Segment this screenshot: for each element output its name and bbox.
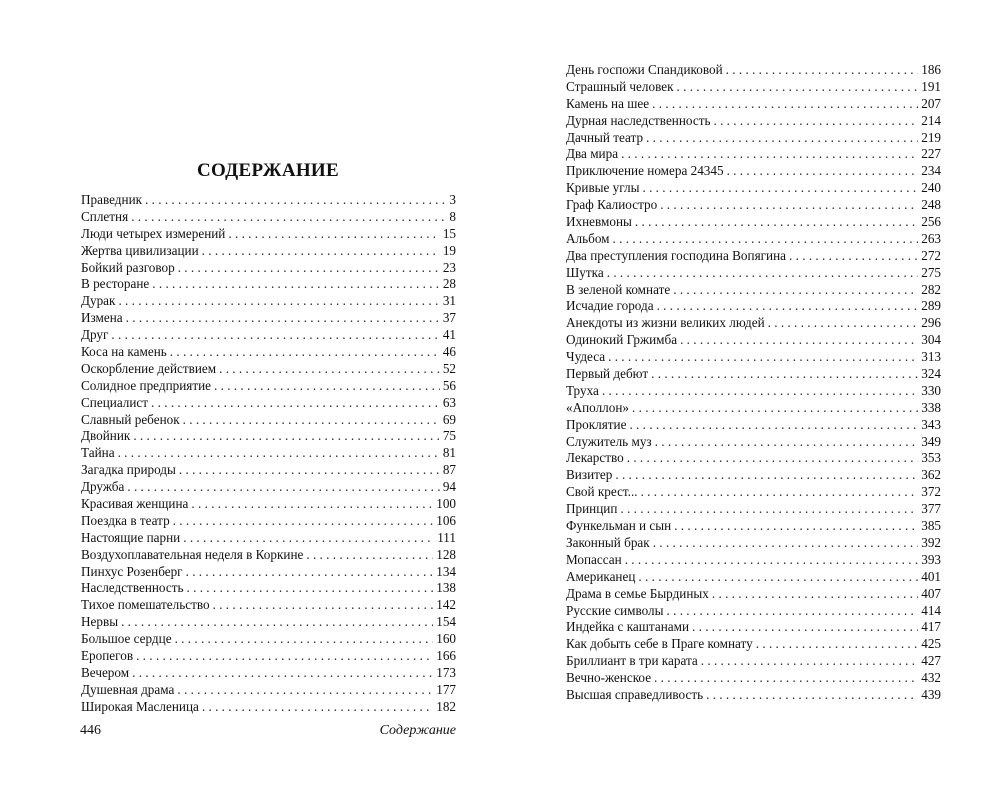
toc-entry[interactable] — [566, 248, 941, 265]
toc-entry-title: Вечно-женское — [566, 670, 652, 686]
toc-entry-page: 349 — [921, 433, 941, 449]
dot-leader — [178, 260, 440, 277]
toc-entry-title: Проклятие — [566, 416, 627, 432]
toc-entry-title: Пинхус Розенберг — [81, 563, 183, 579]
toc-entry-title: Служитель муз — [566, 433, 652, 449]
toc-entry[interactable] — [81, 310, 456, 327]
toc-entry-title: Страшный человек — [566, 78, 674, 94]
toc-entry-page: 75 — [442, 428, 456, 444]
dot-leader — [701, 653, 918, 670]
dot-leader — [145, 192, 446, 209]
dot-leader — [136, 648, 433, 665]
dot-leader — [152, 276, 440, 293]
toc-entry-page: 182 — [436, 698, 456, 714]
toc-entry[interactable] — [81, 344, 456, 361]
dot-leader — [706, 687, 918, 704]
toc-entry-title: В зеленой комнате — [566, 281, 671, 297]
toc-entry-title: Воздухоплавательная неделя в Коркине — [81, 546, 304, 562]
dot-leader — [615, 467, 918, 484]
toc-entry-page: 432 — [921, 670, 941, 686]
toc-entry-title: Специалист — [81, 394, 149, 410]
dot-leader — [629, 417, 918, 434]
page-number: 446 — [80, 723, 101, 738]
toc-entry-title: Широкая Масленица — [81, 698, 199, 714]
toc-entry-title: Вечером — [81, 664, 130, 680]
toc-entry[interactable] — [81, 192, 456, 209]
toc-entry-title: Американец — [566, 568, 636, 584]
dot-leader — [613, 231, 919, 248]
toc-entry-title: Праведник — [81, 192, 143, 207]
toc-entry-page: 248 — [921, 197, 941, 213]
dot-leader — [789, 248, 918, 265]
toc-entry[interactable] — [81, 395, 456, 412]
toc-entry-title: В ресторане — [81, 276, 150, 292]
toc-entry-page: 106 — [436, 512, 456, 528]
toc-entry[interactable] — [81, 412, 456, 429]
toc-entry-page: 46 — [442, 344, 456, 360]
toc-entry-page: 414 — [921, 602, 941, 618]
toc-entry-title: Большое сердце — [81, 631, 172, 647]
toc-entry[interactable] — [566, 501, 941, 518]
toc-entry[interactable] — [566, 518, 941, 535]
toc-entry-page: 56 — [442, 377, 456, 393]
toc-entry[interactable] — [81, 682, 456, 699]
toc-entry[interactable] — [81, 580, 456, 597]
toc-entry-page: 256 — [921, 214, 941, 230]
toc-entry-page: 272 — [921, 247, 941, 263]
toc-entry-page: 227 — [921, 146, 941, 162]
toc-entry-page: 160 — [436, 631, 456, 647]
dot-leader — [151, 395, 440, 412]
dot-leader — [187, 580, 434, 597]
toc-entry-title: Граф Калиостро — [566, 197, 658, 213]
toc-entry[interactable] — [566, 434, 941, 451]
dot-leader — [202, 699, 433, 716]
toc-entry-page: 289 — [921, 298, 941, 314]
toc-entry-page: 343 — [921, 416, 941, 432]
dot-leader — [127, 479, 439, 496]
toc-entry[interactable] — [81, 209, 456, 226]
toc-entry-title: Наследственность — [81, 580, 184, 596]
dot-leader — [713, 113, 918, 130]
dot-leader — [625, 552, 919, 569]
toc-entry-title: Исчадие города — [566, 298, 654, 314]
toc-entry[interactable] — [81, 665, 456, 682]
toc-entry-title: Коса на камень — [81, 344, 167, 360]
toc-entry-page: 372 — [921, 484, 941, 500]
toc-entry-page: 154 — [436, 614, 456, 630]
toc-entry-title: День госпожи Спандиковой — [566, 62, 723, 77]
toc-entry-page: 214 — [921, 112, 941, 128]
toc-entry-title: Дурная наследственность — [566, 112, 711, 128]
dot-leader — [756, 636, 918, 653]
toc-entry-title: Визитер — [566, 467, 613, 483]
toc-entry-page: 263 — [921, 230, 941, 246]
toc-entry[interactable] — [566, 467, 941, 484]
toc-entry-page: 296 — [921, 315, 941, 331]
toc-entry[interactable] — [81, 564, 456, 581]
toc-entry-page: 219 — [921, 129, 941, 145]
toc-entry[interactable] — [81, 361, 456, 378]
dot-leader — [306, 547, 433, 564]
toc-entry-page: 173 — [436, 664, 456, 680]
toc-entry-page: 275 — [921, 264, 941, 280]
toc-entry-title: Настоящие парни — [81, 529, 181, 545]
toc-entry-title: Тихое помешательство — [81, 597, 210, 613]
toc-entry-title: Два мира — [566, 146, 619, 162]
toc-entry-page: 186 — [921, 62, 941, 77]
dot-leader — [627, 450, 919, 467]
toc-entry[interactable] — [566, 113, 941, 130]
toc-entry-title: Сплетня — [81, 208, 129, 224]
toc-entry[interactable] — [566, 586, 941, 603]
toc-list-left — [81, 192, 456, 716]
toc-entry[interactable] — [566, 670, 941, 687]
toc-entry-title: Лекарство — [566, 450, 624, 466]
toc-entry[interactable] — [81, 276, 456, 293]
toc-entry-page: 427 — [921, 653, 941, 669]
toc-entry[interactable] — [81, 614, 456, 631]
toc-entry-title: Жертва цивилизации — [81, 242, 199, 258]
toc-entry[interactable] — [566, 96, 941, 113]
toc-entry-title: Бойкий разговор — [81, 259, 175, 275]
toc-entry[interactable] — [566, 636, 941, 653]
dot-leader — [177, 682, 433, 699]
toc-entry-title: Красивая женщина — [81, 496, 189, 512]
toc-entry-title: Бриллиант в три карата — [566, 653, 698, 669]
toc-entry-title: Два преступления господина Вопягина — [566, 247, 787, 263]
toc-entry-title: Индейка с каштанами — [566, 619, 690, 635]
toc-entry-page: 385 — [921, 518, 941, 534]
dot-leader — [651, 366, 918, 383]
toc-entry-page: 87 — [442, 462, 456, 478]
toc-entry[interactable] — [81, 243, 456, 260]
toc-entry-title: Шутка — [566, 264, 604, 280]
toc-entry-page: 69 — [442, 411, 456, 427]
right-page — [500, 0, 1000, 808]
toc-entry-title: Приключение номера 24345 — [566, 163, 724, 179]
toc-entry-page: 3 — [449, 192, 456, 207]
toc-entry-page: 15 — [442, 225, 456, 241]
toc-entry[interactable] — [81, 631, 456, 648]
toc-entry-title: Измена — [81, 310, 123, 326]
dot-leader — [638, 569, 918, 586]
toc-entry[interactable] — [566, 450, 941, 467]
toc-entry-title: Свой крест... — [566, 484, 638, 500]
toc-entry[interactable] — [566, 332, 941, 349]
toc-entry[interactable] — [81, 597, 456, 614]
dot-leader — [602, 383, 918, 400]
toc-entry[interactable] — [81, 547, 456, 564]
toc-entry-page: 240 — [921, 180, 941, 196]
dot-leader — [621, 146, 918, 163]
toc-entry-page: 330 — [921, 382, 941, 398]
toc-entry-page: 41 — [442, 327, 456, 343]
toc-entry-title: Тайна — [81, 445, 115, 461]
toc-entry[interactable] — [81, 293, 456, 310]
toc-entry-page: 439 — [921, 686, 941, 702]
dot-leader — [179, 462, 440, 479]
dot-leader — [726, 62, 919, 79]
toc-entry-page: 63 — [442, 394, 456, 410]
toc-entry-page: 166 — [436, 648, 456, 664]
toc-entry[interactable] — [566, 180, 941, 197]
dot-leader — [118, 293, 439, 310]
dot-leader — [170, 344, 440, 361]
toc-entry-page: 28 — [442, 276, 456, 292]
dot-leader — [632, 400, 918, 417]
toc-entry[interactable] — [566, 687, 941, 704]
toc-entry[interactable] — [566, 653, 941, 670]
toc-entry-page: 304 — [921, 332, 941, 348]
toc-entry[interactable] — [566, 79, 941, 96]
toc-entry[interactable] — [81, 327, 456, 344]
dot-leader — [213, 597, 434, 614]
toc-entry-page: 81 — [442, 445, 456, 461]
dot-leader — [677, 79, 919, 96]
dot-leader — [131, 209, 446, 226]
toc-entry[interactable] — [566, 231, 941, 248]
toc-entry-title: Законный брак — [566, 534, 650, 550]
toc-entry-title: Ихневмоны — [566, 214, 632, 230]
toc-entry-page: 23 — [442, 259, 456, 275]
dot-leader — [680, 332, 918, 349]
toc-entry-page: 377 — [921, 501, 941, 517]
toc-entry[interactable] — [566, 569, 941, 586]
dot-leader — [111, 327, 439, 344]
toc-entry-title: Принцип — [566, 501, 618, 517]
dot-leader — [183, 412, 440, 429]
dot-leader — [121, 614, 433, 631]
toc-entry[interactable] — [566, 349, 941, 366]
toc-entry[interactable] — [81, 648, 456, 665]
dot-leader — [727, 163, 919, 180]
dot-leader — [202, 243, 440, 260]
toc-entry-title: Драма в семье Бырдиных — [566, 585, 709, 601]
toc-entry-page: 207 — [921, 95, 941, 111]
toc-entry[interactable] — [566, 535, 941, 552]
dot-leader — [608, 349, 918, 366]
dot-leader — [173, 513, 434, 530]
toc-entry[interactable] — [81, 699, 456, 716]
toc-entry-page: 392 — [921, 534, 941, 550]
toc-entry-page: 282 — [921, 281, 941, 297]
dot-leader — [667, 603, 919, 620]
toc-entry[interactable] — [566, 484, 941, 501]
toc-entry-page: 94 — [442, 479, 456, 495]
toc-entry-title: Первый дебют — [566, 366, 649, 382]
toc-entry-title: Оскорбление действием — [81, 360, 217, 376]
toc-entry-title: Высшая справедливость — [566, 686, 704, 702]
toc-entry-title: «Аполлон» — [566, 399, 630, 415]
toc-entry-page: 8 — [449, 208, 456, 224]
toc-entry-page: 313 — [921, 349, 941, 365]
toc-entry[interactable] — [81, 226, 456, 243]
toc-entry[interactable] — [566, 383, 941, 400]
toc-entry-page: 138 — [436, 580, 456, 596]
toc-entry[interactable] — [81, 428, 456, 445]
toc-entry[interactable] — [81, 378, 456, 395]
dot-leader — [186, 564, 434, 581]
toc-entry[interactable] — [566, 417, 941, 434]
toc-entry-page: 362 — [921, 467, 941, 483]
toc-entry-page: 393 — [921, 551, 941, 567]
toc-entry-page: 417 — [921, 619, 941, 635]
toc-entry[interactable] — [81, 530, 456, 547]
toc-entry-page: 142 — [436, 597, 456, 613]
toc-entry[interactable] — [566, 400, 941, 417]
dot-leader — [660, 197, 918, 214]
toc-entry-title: Камень на шее — [566, 95, 650, 111]
toc-entry-title: Друг — [81, 327, 109, 343]
toc-entry-page: 425 — [921, 636, 941, 652]
dot-leader — [673, 282, 918, 299]
toc-entry-title: Кривые углы — [566, 180, 640, 196]
toc-entry[interactable] — [566, 366, 941, 383]
dot-leader — [191, 496, 433, 513]
toc-entry-page: 191 — [921, 78, 941, 94]
toc-entry-title: Душевная драма — [81, 681, 175, 697]
dot-leader — [768, 315, 919, 332]
toc-entry-title: Нервы — [81, 614, 119, 630]
toc-entry[interactable] — [566, 163, 941, 180]
toc-entry[interactable] — [566, 130, 941, 147]
toc-entry[interactable] — [566, 619, 941, 636]
dot-leader — [712, 586, 918, 603]
dot-leader — [118, 445, 440, 462]
toc-entry[interactable] — [566, 214, 941, 231]
toc-entry-page: 324 — [921, 366, 941, 382]
toc-entry[interactable] — [566, 197, 941, 214]
toc-entry-title: Альбом — [566, 230, 610, 246]
toc-entry[interactable] — [566, 603, 941, 620]
toc-entry-title: Одинокий Гржимба — [566, 332, 678, 348]
dot-leader — [132, 665, 433, 682]
dot-leader — [175, 631, 434, 648]
toc-entry-page: 37 — [442, 310, 456, 326]
toc-entry-page: 234 — [921, 163, 941, 179]
dot-leader — [133, 428, 440, 445]
toc-entry[interactable] — [566, 552, 941, 569]
toc-entry[interactable] — [81, 496, 456, 513]
page-title: СОДЕРЖАНИЕ — [197, 160, 339, 181]
toc-entry-title: Как добыть себе в Праге комнату — [566, 636, 753, 652]
dot-leader — [655, 434, 919, 451]
toc-entry-title: Солидное предприятие — [81, 377, 212, 393]
toc-entry[interactable] — [566, 62, 941, 79]
toc-entry[interactable] — [81, 462, 456, 479]
dot-leader — [126, 310, 440, 327]
dot-leader — [635, 214, 918, 231]
toc-entry-title: Еропегов — [81, 648, 134, 664]
toc-entry[interactable] — [81, 513, 456, 530]
toc-entry-title: Дурак — [81, 293, 116, 309]
dot-leader — [607, 265, 918, 282]
toc-entry[interactable] — [81, 479, 456, 496]
dot-leader — [214, 378, 440, 395]
toc-entry-page: 31 — [442, 293, 456, 309]
toc-entry-title: Мопассан — [566, 551, 622, 567]
dot-leader — [654, 670, 918, 687]
toc-entry-title: Дружба — [81, 479, 125, 495]
toc-entry-page: 134 — [436, 563, 456, 579]
dot-leader — [641, 484, 919, 501]
dot-leader — [183, 530, 434, 547]
toc-entry-page: 19 — [442, 242, 456, 258]
dot-leader — [653, 535, 919, 552]
dot-leader — [674, 518, 918, 535]
toc-entry[interactable] — [566, 315, 941, 332]
toc-entry-title: Чудеса — [566, 349, 606, 365]
toc-entry-title: Славный ребенок — [81, 411, 180, 427]
toc-list-right — [566, 62, 941, 704]
toc-entry-title: Русские символы — [566, 602, 664, 618]
dot-leader — [219, 361, 440, 378]
dot-leader — [620, 501, 918, 518]
toc-entry-title: Труха — [566, 382, 599, 398]
toc-entry-page: 111 — [437, 529, 456, 545]
toc-entry-page: 177 — [436, 681, 456, 697]
toc-entry[interactable] — [566, 298, 941, 315]
toc-entry-page: 353 — [921, 450, 941, 466]
toc-entry-title: Дачный театр — [566, 129, 644, 145]
toc-entry-title: Двойник — [81, 428, 131, 444]
toc-entry-title: Загадка природы — [81, 462, 176, 478]
toc-entry[interactable] — [566, 265, 941, 282]
running-head: Содержание — [379, 723, 456, 738]
toc-entry-page: 338 — [921, 399, 941, 415]
toc-entry-page: 100 — [436, 496, 456, 512]
toc-entry-page: 401 — [921, 568, 941, 584]
dot-leader — [657, 298, 919, 315]
toc-entry-title: Поездка в театр — [81, 512, 170, 528]
toc-entry[interactable] — [566, 282, 941, 299]
toc-entry-title: Люди четырех измерений — [81, 225, 226, 241]
toc-entry-title: Функельман и сын — [566, 518, 672, 534]
dot-leader — [642, 180, 918, 197]
toc-entry-title: Анекдоты из жизни великих людей — [566, 315, 765, 331]
dot-leader — [692, 619, 918, 636]
toc-entry-page: 407 — [921, 585, 941, 601]
dot-leader — [228, 226, 439, 243]
dot-leader — [646, 130, 918, 147]
dot-leader — [652, 96, 918, 113]
toc-entry[interactable] — [81, 260, 456, 277]
toc-entry[interactable] — [81, 445, 456, 462]
toc-entry-page: 128 — [436, 546, 456, 562]
toc-entry-page: 52 — [442, 360, 456, 376]
toc-entry[interactable] — [566, 146, 941, 163]
